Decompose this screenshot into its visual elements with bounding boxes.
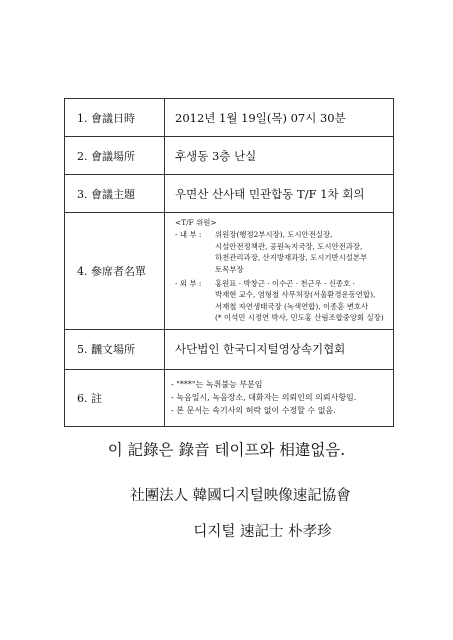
certification-statement: 이 記錄은 錄音 테이프와 相違없음. — [107, 441, 346, 459]
row-label-date: 1. 會議日時 — [65, 99, 165, 137]
notes-list — [165, 369, 394, 426]
note-line: - 본 문서는 속기사의 허락 없이 수정할 수 없음. — [171, 406, 336, 416]
row-label-transcription-place: 5. 飜文場所 — [65, 329, 165, 369]
meeting-info-table — [64, 98, 394, 427]
row-label-notes: 6. 註 — [65, 369, 165, 426]
table-row — [65, 99, 394, 137]
association-name: 社團法人 韓國디지털映像速記協會 — [130, 488, 351, 504]
note-line: - 녹음일시, 녹음장소, 대화자는 의뢰인의 의뢰사항임. — [171, 393, 357, 403]
meeting-datetime: 2012년 1월 19일(목) 07시 30분 — [165, 99, 394, 137]
internal-group — [175, 229, 391, 275]
attendee-line: 토목부장 — [215, 264, 244, 274]
attendee-line: (* 이석민 시정연 박사, 민도홍 산림조합중앙회 실장) — [215, 313, 384, 323]
external-tag: - 외 부 : — [175, 279, 202, 289]
external-group — [175, 278, 391, 324]
row-label-attendees: 4. 參席者名單 — [65, 213, 165, 330]
meeting-place: 후생동 3층 난실 — [165, 137, 394, 175]
row-label-topic: 3. 會議主題 — [65, 175, 165, 213]
meeting-topic: 우면산 산사태 민관합동 T/F 1차 회의 — [165, 175, 394, 213]
attendee-line: 위원장(행정2부시장), 도시안전실장, — [215, 230, 333, 240]
attendee-line: 박재현 교수, 염형철 사무처장(서울환경운동연합), — [215, 290, 376, 300]
table-row — [65, 137, 394, 175]
row-label-place: 2. 會議場所 — [65, 137, 165, 175]
transcription-place: 사단법인 한국디지털영상속기협회 — [165, 329, 394, 369]
table-row — [65, 329, 394, 369]
attendee-line: 서재철 자연생태국장 (녹색연합), 이종훈 변호사 — [215, 301, 369, 311]
attendee-line: 홍원표 · 박창근 · 이수곤 · 천근우 · 신종호 · — [215, 279, 355, 289]
table-row — [65, 175, 394, 213]
note-line: - "***"는 녹취불능 부분임 — [171, 380, 263, 390]
table-row — [65, 369, 394, 426]
stenographer-signature: 디지털 速記士 朴孝珍 — [193, 524, 332, 540]
internal-names — [215, 229, 391, 275]
attendee-line: 하천관리과장, 산지방재과장, 도시기반시설본부 — [215, 253, 368, 263]
internal-tag: - 내 부 : — [175, 230, 202, 240]
attendee-line: 시설안전정책관, 공원녹지국장, 도시안전과장, — [215, 241, 363, 251]
attendee-list — [165, 213, 394, 330]
table-row — [65, 213, 394, 330]
external-names — [215, 278, 391, 324]
attendee-group-title: <T/F 위원> — [175, 218, 217, 227]
